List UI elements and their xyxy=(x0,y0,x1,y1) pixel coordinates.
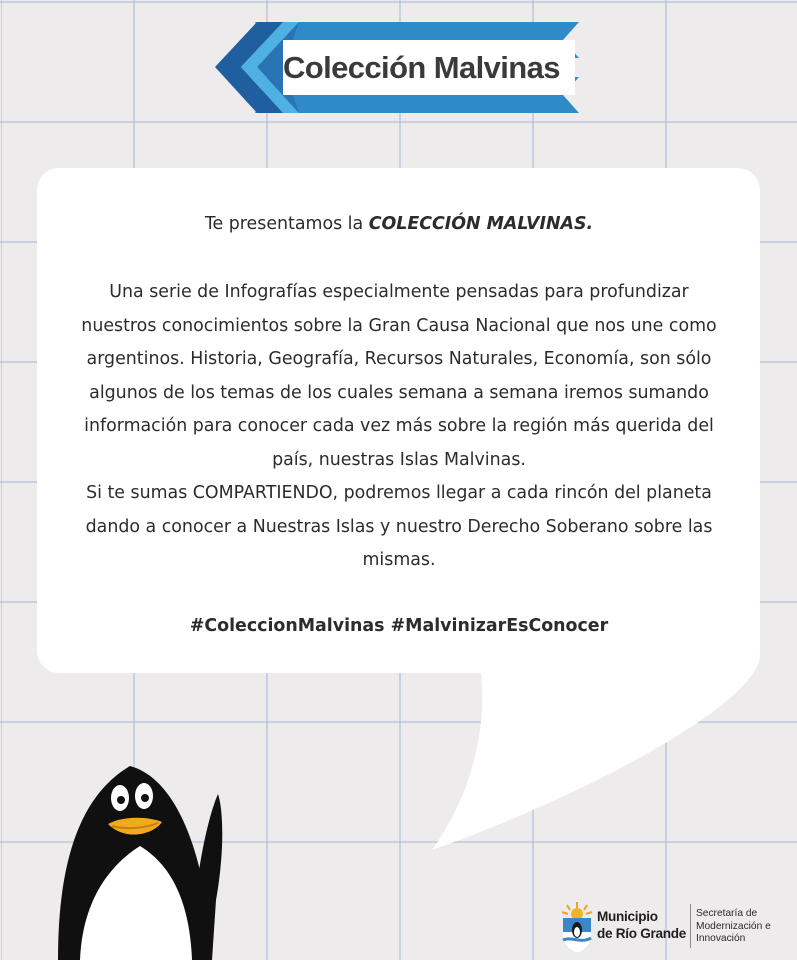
logo-divider xyxy=(690,904,691,948)
municipio-line: de Río Grande xyxy=(597,926,687,941)
secretaria-name xyxy=(696,908,794,946)
hashtags: #ColeccionMalvinas #MalvinizarEsConocer xyxy=(189,616,609,636)
body-line: Una serie de Infografías especialmente pensadas para profundizar xyxy=(109,282,689,302)
municipal-shield-icon xyxy=(559,900,595,954)
banner-title: Colección Malvinas xyxy=(283,50,560,85)
body-line: información para conocer cada vez más sobre la región más querida del xyxy=(84,416,714,436)
body-paragraph-1 xyxy=(40,276,758,477)
body-line: país, nuestras Islas Malvinas. xyxy=(272,449,526,470)
municipio-logo xyxy=(559,900,795,956)
body-line: algunos de los temas de los cuales semana a semana iremos sumando xyxy=(89,382,709,403)
intro-line xyxy=(40,208,758,242)
secretaria-line: Modernización e xyxy=(696,920,771,932)
body-line: nuestros conocimientos sobre la Gran Causa Nacional que nos une como xyxy=(81,315,717,336)
secretaria-line: Innovación xyxy=(696,933,746,944)
municipio-line: Municipio xyxy=(597,909,658,924)
penguin-mascot-icon xyxy=(50,760,240,960)
message-text xyxy=(40,170,758,670)
body-paragraph-2 xyxy=(40,477,758,578)
intro-emphasis: COLECCIÓN MALVINAS. xyxy=(368,214,594,234)
body-line: Si te sumas COMPARTIENDO, podremos llegar a cada rincón del planeta xyxy=(86,483,712,503)
intro-prefix: Te presentamos la xyxy=(204,214,369,234)
body-line: argentinos. Historia, Geografía, Recursos Naturales, Economía, son sólo xyxy=(86,349,712,369)
body-line: dando a conocer a Nuestras Islas y nuestro Derecho Soberano sobre las xyxy=(85,516,713,537)
body-line: mismas. xyxy=(362,550,436,570)
municipio-name xyxy=(597,908,689,942)
secretaria-line: Secretaría de xyxy=(696,908,758,919)
